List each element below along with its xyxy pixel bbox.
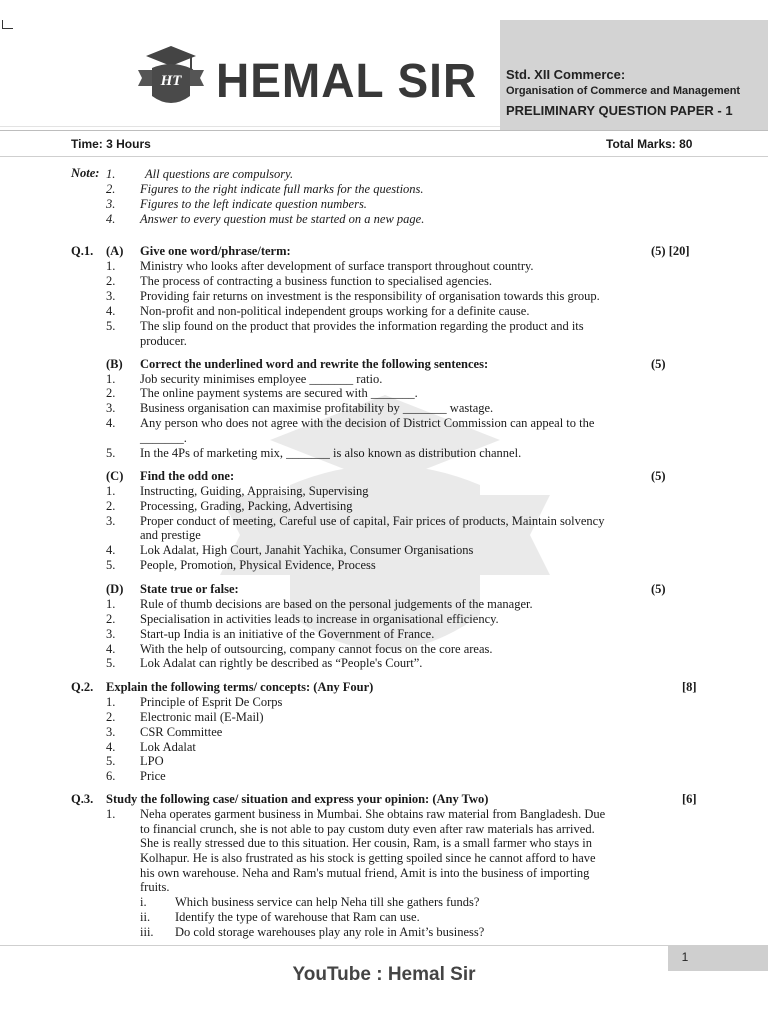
- item-text: LPO: [140, 754, 164, 768]
- item-text: Instructing, Guiding, Appraising, Supervising: [140, 484, 369, 498]
- item-text: Principle of Esprit De Corps: [140, 695, 283, 709]
- case-num: 1.: [106, 807, 116, 821]
- case-line: She is really stressed due to this situation. Her cousin, Ram, is a small farmer who stays in: [140, 836, 593, 850]
- item-num: 2.: [106, 274, 116, 288]
- item-text: Lok Adalat, High Court, Janahit Yachika, Consumer Organisations: [140, 543, 474, 557]
- crop-mark-left: [2, 20, 13, 29]
- case-line: his own warehouse. Neha and Ram's mutual friend, Amit is into the business of importing: [140, 866, 590, 880]
- case-line: fruits.: [140, 880, 170, 894]
- item-num: 1.: [106, 484, 116, 498]
- item-text: Lok Adalat: [140, 740, 196, 754]
- item-text: With the help of outsourcing, company cannot focus on the core areas.: [140, 642, 493, 656]
- sub-question-num: iii.: [140, 925, 154, 939]
- item-text: Rule of thumb decisions are based on the personal judgements of the manager.: [140, 597, 533, 611]
- q3-marks: [6]: [682, 792, 697, 806]
- item-text: In the 4Ps of marketing mix, _______ is also known as distribution channel.: [140, 446, 522, 460]
- q3-title: Study the following case/ situation and express your opinion: (Any Two): [106, 792, 489, 806]
- q1c-marks: (5): [651, 469, 666, 483]
- item-text: Business organisation can maximise profitability by _______ wastage.: [140, 401, 494, 415]
- item-num: 4.: [106, 304, 116, 318]
- q1b-title: Correct the underlined word and rewrite the following sentences:: [140, 357, 489, 371]
- paper-title: PRELIMINARY QUESTION PAPER - 1: [506, 103, 733, 118]
- note-num: 2.: [106, 182, 116, 196]
- sub-question-text: Identify the type of warehouse that Ram can use.: [175, 910, 420, 924]
- note-label: Note:: [71, 166, 100, 180]
- q1d-label: (D): [106, 582, 124, 596]
- item-num: 3.: [106, 514, 116, 528]
- page-number: 1: [681, 950, 689, 964]
- total-marks-label: Total Marks: 80: [606, 137, 693, 151]
- item-num: 3.: [106, 627, 116, 641]
- item-text: Start-up India is an initiative of the Government of France.: [140, 627, 435, 641]
- item-text: The process of contracting a business function to specialised agencies.: [140, 274, 492, 288]
- q1c-label: (C): [106, 469, 124, 483]
- item-num: 1.: [106, 372, 116, 386]
- item-num: 2.: [106, 612, 116, 626]
- brand-name: HEMAL SIR: [216, 53, 478, 108]
- note-text: Figures to the left indicate question numbers.: [140, 197, 367, 211]
- item-text: Any person who does not agree with the decision of District Commission can appeal to the: [140, 416, 595, 430]
- item-num: 5.: [106, 558, 116, 572]
- q1-number: Q.1.: [71, 244, 94, 258]
- item-num: 5.: [106, 446, 116, 460]
- item-num: 4.: [106, 543, 116, 557]
- item-text: People, Promotion, Physical Evidence, Process: [140, 558, 376, 572]
- item-text-continued: _______.: [140, 431, 187, 445]
- item-text: Non-profit and non-political independent groups working for a definite cause.: [140, 304, 530, 318]
- item-num: 1.: [106, 695, 116, 709]
- item-text: Job security minimises employee _______ ratio.: [140, 372, 383, 386]
- item-num: 5.: [106, 754, 116, 768]
- sub-question-text: Which business service can help Neha till she gathers funds?: [175, 895, 480, 909]
- item-num: 1.: [106, 597, 116, 611]
- item-num: 3.: [106, 401, 116, 415]
- case-line: Neha operates garment business in Mumbai. She obtains raw material from Bangladesh. Due: [140, 807, 606, 821]
- item-text: Price: [140, 769, 166, 783]
- note-num: 4.: [106, 212, 116, 226]
- item-text-continued: and prestige: [140, 528, 201, 542]
- item-num: 3.: [106, 725, 116, 739]
- q2-number: Q.2.: [71, 680, 94, 694]
- q3-number: Q.3.: [71, 792, 94, 806]
- note-text: Figures to the right indicate full marks for the questions.: [140, 182, 424, 196]
- q1a-label: (A): [106, 244, 124, 258]
- note-num: 1.: [106, 167, 116, 181]
- item-text: The online payment systems are secured with _______.: [140, 386, 418, 400]
- q2-marks: [8]: [682, 680, 697, 694]
- item-text: Processing, Grading, Packing, Advertising: [140, 499, 353, 513]
- item-text: CSR Committee: [140, 725, 223, 739]
- item-text: The slip found on the product that provides the information regarding the product and its: [140, 319, 584, 333]
- case-line: Kolhapur. He is also frustrated as his stock is getting spoiled since he cannot afford to have: [140, 851, 596, 865]
- item-num: 1.: [106, 259, 116, 273]
- item-num: 3.: [106, 289, 116, 303]
- case-line: to financial crunch, she is not able to pay custom duty even after raw materials has arrived.: [140, 822, 595, 836]
- time-label: Time: 3 Hours: [71, 137, 151, 151]
- item-num: 4.: [106, 740, 116, 754]
- q1b-marks: (5): [651, 357, 666, 371]
- q1d-title: State true or false:: [140, 582, 239, 596]
- q1b-label: (B): [106, 357, 123, 371]
- footer-divider: [0, 945, 768, 946]
- note-num: 3.: [106, 197, 116, 211]
- item-text-continued: producer.: [140, 334, 187, 348]
- item-text: Lok Adalat can rightly be described as “People's Court”.: [140, 656, 423, 670]
- note-text: All questions are compulsory.: [145, 167, 294, 181]
- item-num: 4.: [106, 642, 116, 656]
- item-text: Specialisation in activities leads to increase in organisational efficiency.: [140, 612, 499, 626]
- sub-question-num: ii.: [140, 910, 151, 924]
- q1a-title: Give one word/phrase/term:: [140, 244, 291, 258]
- sub-question-num: i.: [140, 895, 147, 909]
- subject-label: Organisation of Commerce and Management: [506, 85, 741, 97]
- q1a-marks: (5) [20]: [651, 244, 690, 258]
- q1d-marks: (5): [651, 582, 666, 596]
- q2-title: Explain the following terms/ concepts: (Any Four): [106, 680, 374, 694]
- standard-label: Std. XII Commerce:: [506, 67, 626, 82]
- header-divider: [0, 130, 768, 131]
- item-num: 4.: [106, 416, 116, 430]
- item-num: 5.: [106, 319, 116, 333]
- item-num: 2.: [106, 710, 116, 724]
- q1c-title: Find the odd one:: [140, 469, 235, 483]
- item-text: Proper conduct of meeting, Careful use of capital, Fair prices of products, Maintain solvency: [140, 514, 605, 528]
- item-text: Electronic mail (E-Mail): [140, 710, 264, 724]
- header-divider-left: [0, 126, 500, 127]
- note-text: Answer to every question must be started on a new page.: [140, 212, 425, 226]
- sub-question-text: Do cold storage warehouses play any role in Amit’s business?: [175, 925, 485, 939]
- item-text: Ministry who looks after development of surface transport throughout country.: [140, 259, 534, 273]
- item-num: 5.: [106, 656, 116, 670]
- item-num: 6.: [106, 769, 116, 783]
- meta-divider: [0, 156, 768, 157]
- youtube-channel-label: YouTube : Hemal Sir: [292, 964, 476, 985]
- logo-text: HT: [160, 73, 182, 89]
- item-text: Providing fair returns on investment is the responsibility of organisation towards this group.: [140, 289, 600, 303]
- item-num: 2.: [106, 386, 116, 400]
- logo-icon: [130, 44, 212, 112]
- item-num: 2.: [106, 499, 116, 513]
